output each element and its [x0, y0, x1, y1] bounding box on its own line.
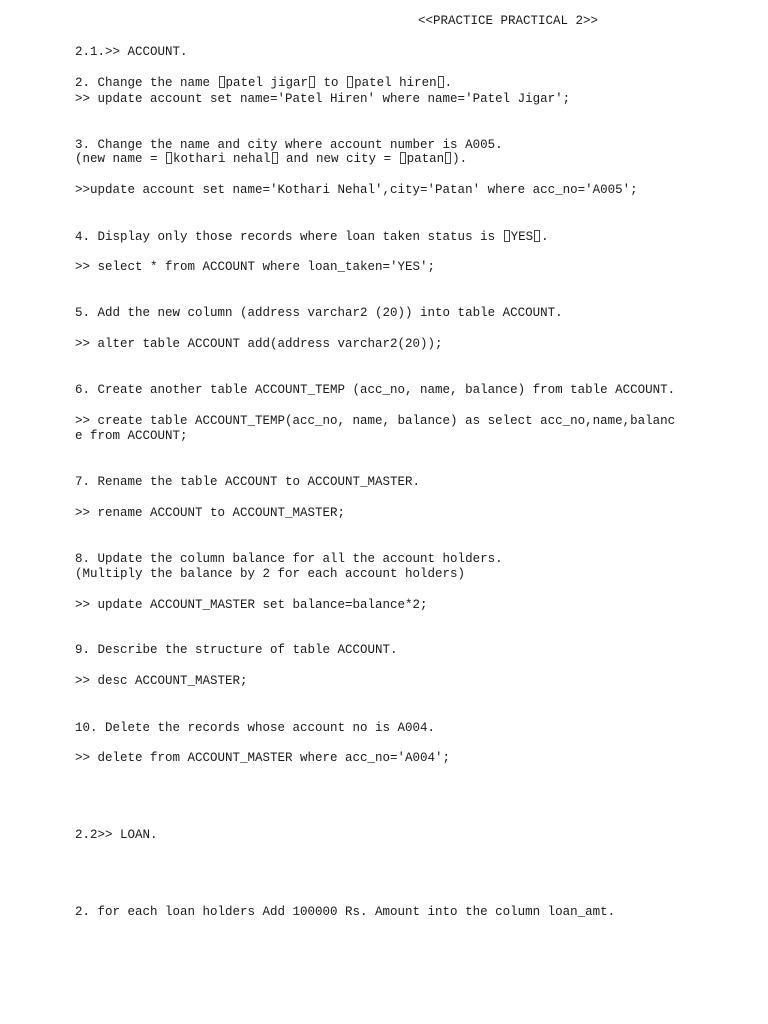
answer-9: >> desc ACCOUNT_MASTER;	[75, 674, 248, 688]
question-2	[75, 75, 452, 91]
missing-glyph-box	[272, 152, 278, 164]
question-2-prefix: 2. Change the name	[75, 76, 218, 90]
missing-glyph-box	[309, 76, 315, 88]
question-4-suffix: .	[541, 230, 549, 244]
question-10: 10. Delete the records whose account no is A004.	[75, 721, 436, 735]
question-9: 9. Describe the structure of table ACCOUNT.	[75, 643, 398, 657]
answer-8: >> update ACCOUNT_MASTER set balance=balance*2;	[75, 598, 428, 612]
answer-4: >> select * from ACCOUNT where loan_taken='YES';	[75, 260, 436, 274]
missing-glyph-box	[166, 152, 172, 164]
question-6: 6. Create another table ACCOUNT_TEMP (acc_no, name, balance) from table ACCOUNT.	[75, 383, 676, 397]
question-3-line2-suffix: ).	[452, 152, 468, 166]
answer-7: >> rename ACCOUNT to ACCOUNT_MASTER;	[75, 506, 346, 520]
answer-3: >>update account set name='Kothari Nehal',city='Patan' where acc_no='A005';	[75, 183, 638, 197]
missing-glyph-box	[504, 230, 510, 242]
question-3-line2-prefix: (new name =	[75, 152, 166, 166]
missing-glyph-box	[438, 76, 444, 88]
question-5: 5. Add the new column (address varchar2 (20)) into table ACCOUNT.	[75, 306, 563, 320]
question-8-line2: (Multiply the balance by 2 for each account holders)	[75, 567, 466, 581]
question-3-line2	[75, 151, 467, 167]
new-name: patel hiren	[354, 76, 437, 90]
missing-glyph-box	[400, 152, 406, 164]
question-8-line1: 8. Update the column balance for all the account holders.	[75, 552, 503, 566]
page-title: <<PRACTICE PRACTICAL 2>>	[418, 14, 599, 28]
question-3-line1: 3. Change the name and city where account number is A005.	[75, 138, 503, 152]
question-3-line2-mid: and new city =	[278, 152, 399, 166]
q3-new-city: patan	[406, 152, 445, 166]
q3-new-name: kothari nehal	[173, 152, 271, 166]
question-7: 7. Rename the table ACCOUNT to ACCOUNT_MASTER.	[75, 475, 421, 489]
answer-2: >> update account set name='Patel Hiren' where name='Patel Jigar';	[75, 92, 571, 106]
missing-glyph-box	[347, 76, 353, 88]
section-heading-account: 2.1.>> ACCOUNT.	[75, 45, 188, 59]
answer-5: >> alter table ACCOUNT add(address varchar2(20));	[75, 337, 443, 351]
section-heading-loan: 2.2>> LOAN.	[75, 828, 158, 842]
old-name: patel jigar	[225, 76, 309, 90]
question-2-suffix: .	[444, 76, 453, 90]
missing-glyph-box	[219, 76, 225, 88]
loan-status: YES	[510, 230, 534, 244]
question-2-mid: to	[316, 76, 347, 90]
missing-glyph-box	[534, 230, 540, 242]
question-4	[75, 229, 549, 245]
loan-question-2: 2. for each loan holders Add 100000 Rs. Amount into the column loan_amt.	[75, 905, 616, 919]
missing-glyph-box	[445, 152, 451, 164]
question-4-prefix: 4. Display only those records where loan taken status is	[75, 230, 503, 244]
answer-10: >> delete from ACCOUNT_MASTER where acc_no='A004';	[75, 751, 451, 765]
answer-6-line2: e from ACCOUNT;	[75, 429, 188, 443]
answer-6-line1: >> create table ACCOUNT_TEMP(acc_no, name, balance) as select acc_no,name,balanc	[75, 414, 676, 428]
